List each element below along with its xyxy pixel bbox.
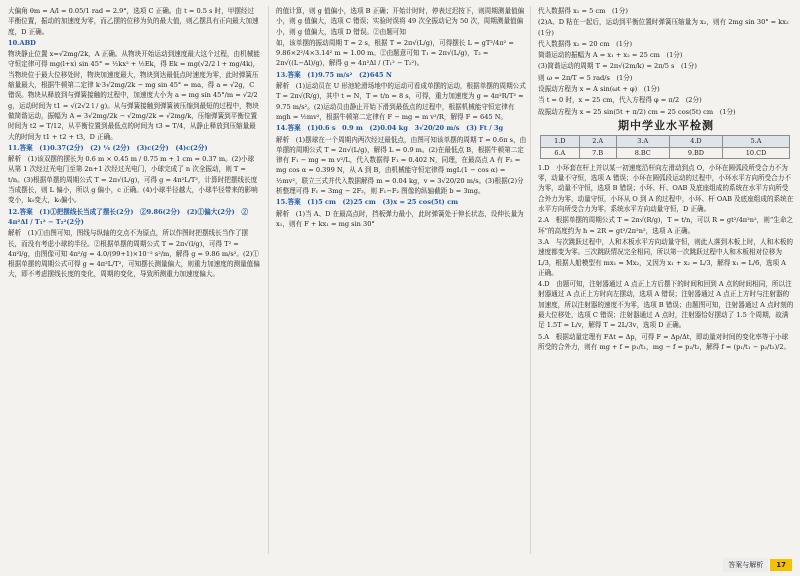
- answer-cell: 6.A: [541, 147, 580, 158]
- page-footer: [723, 558, 792, 572]
- exam-explanations: [538, 163, 794, 352]
- column-left: [8, 6, 260, 281]
- explanation-paragraph: 简谐运动的振幅为 A = x₁ + x₂ = 25 cm (1分): [538, 51, 683, 60]
- answer-cell: 3.A: [616, 136, 669, 147]
- answer-table: [540, 135, 790, 159]
- answer-heading: 13.答案 (1)9.75 m/s² (2)645 N: [276, 70, 392, 79]
- explanation-paragraph: 故振动方程为 x = 25 sin(5t + π/2) cm = 25 cos(5t) cm (1分): [538, 107, 736, 116]
- answer-row: [541, 136, 790, 147]
- answer-heading: 10.ABD: [8, 38, 36, 47]
- explanation-paragraph: 3.A 与次跳跃过程中，人和木板水平方向动量守恒，则此人落到木板上时，人和木板的速度都变为零。三次跳跃情况完全相同，所以第一次跳跃过程中人和木板相对位移为 L/3，根据人船模型有 mx₁ = Mx₂，又因为 x₁ + x₂ = L/3，解得 x₁ = L/6，选项 A 正确。: [538, 237, 794, 277]
- answer-heading: 11.答案 (1)0.37(2分) (2) ¼ (2分) (3)c(2分) (4)c(2分): [8, 143, 208, 152]
- answer-cell: 9.BD: [669, 147, 722, 158]
- explanation-paragraph: 代入数据得 x₁ = 5 cm (1分): [538, 7, 628, 15]
- solution-15-continued: [538, 6, 794, 117]
- answer-cell: 8.BC: [616, 147, 669, 158]
- column-right: [538, 6, 794, 353]
- explanation-paragraph: 则 ω = 2π/T = 5 rad/s (1分): [538, 73, 633, 82]
- column-divider: [530, 6, 531, 554]
- explanation-paragraph: 5.A 根据动量定理有 FΔt = Δp，可得 F = Δp/Δt，即动量对时间的变化率等于小球所受的合外力，则有 mg + f = p₁/t₁，mg − f = p₂/t₂，解得 f = (p₁/t₁ − p₂/t₂)/2。: [538, 332, 791, 351]
- explanation-paragraph: 解析 (1)运动员在 U 形池轮滑场地中的运动可看成单摆的运动，根据单摆的周期公式 T = 2π√(R/g)，其中 t = N，T = t/n = 8 s，可得，重力加速度为 g = 4π²R/T² ≈ 9.75 m/s²。(2)运动员由静止开始下滑到最低点的过程中，根据机械能守恒定律有 mgh = ½mv²，根据牛顿第二定律有 F − mg = m v²/R，解得 F = 645 N。: [276, 82, 526, 121]
- footer-label: 答案与解析: [723, 558, 768, 572]
- explanation-paragraph: 大偏角 θm = A/l = 0.05/1 rad = 2.9°，选项 C 正确。由 t = 0.5 s 时，甲摆经过平衡位置，振动的加速度为零，而乙摆的位移为负的最大值，则乙摆具有正向最大加速度，D 正确。: [8, 7, 259, 36]
- answer-heading: 14.答案 (1)0.6 s 0.9 m (2)0.04 kg 3√20/20 m/s (3) Ft / 3g: [276, 124, 504, 133]
- column-divider: [268, 6, 269, 554]
- explanation-paragraph: (2)A、D 粘在一起后，运动到平衡位置时弹簧压缩量为 x₂，则有 2mg sin 30° = kx₂ (1分): [538, 18, 796, 37]
- answer-cell: 1.D: [541, 136, 580, 147]
- answer-cell: 5.A: [723, 136, 790, 147]
- explanation-paragraph: 的值计算，则 g 值偏小，选项 B 正确；开始计时时，停表过迟按下，则周期测量值偏小，则 g 值偏大，选项 C 错误；实验时误将 49 次全振动记为 50 次，周期测量值偏小，则 g 值偏大，选项 D 错误。②由题可知: [276, 7, 525, 36]
- answer-heading: 15.答案 (1)5 cm (2)25 cm (3)x = 25 cos(5t) cm: [276, 198, 459, 207]
- explanation-paragraph: 解析 (1)摆球在一个周期内两次经过最低点，由图可知该单摆的周期 T = 0.6π s，由单摆的周期公式 T = 2π√(L/g)，解得 L = 0.9 m。(2)在最低点 B，根据牛顿第二定律有 F₁ − mg = m v²/L，代入数据得 F₁ = 0.402 N，同理，在最高点 A 有 F₂ = mg cos α = 0.399 N，从 A 到 B，由机械能守恒定律得 mgL(1 − cos α) = ½mv²，联立三式并代入数据解得 m = 0.04 kg，v = 3√20/20 m/s。(3)根据(2)分析整理可得 F₁ = 3mg − 2F₂，则 F₁−F₂ 图像的纵轴截距 b = 3mg。: [276, 135, 527, 196]
- explanation-paragraph: 代入数据得 x₂ = 20 cm (1分): [538, 39, 633, 48]
- answer-cell: 2.A: [579, 136, 616, 147]
- answer-cell: 10.CD: [723, 147, 790, 158]
- answer-row: [541, 147, 790, 158]
- page-number: 17: [770, 559, 792, 571]
- answer-heading: 12.答案 (1)①把摆线长当成了摆长(2分) ②9.86(2分) (2)①偏大(2分) ② 4π²Δl / T₁² − T₂²(2分): [8, 207, 248, 226]
- explanation-paragraph: 当 t = 0 时，x = 25 cm，代入方程得 φ = π/2 (2分): [538, 96, 702, 105]
- explanation-paragraph: 解析 (1)当 A、D 在最高点时，挡板弹力最小，此时弹簧处于伸长状态，设伸长量为 x₁，则有 F + kx₁ = mg sin 30°: [276, 209, 524, 228]
- explanation-paragraph: 解析 (1)①由图可知，图线与纵轴的交点不为原点，所以作图时把摆线长当作了摆长，而没有考虑小球的半径。②根据单摆的周期公式 T = 2π√(l/g)，可得 T² = 4π²l/g，由图像可知 4π²/g = 4.0/(99+1)×10⁻² s²/m，解得 g = 9.86 m/s²。(2)①根据单摆的周期公式可得 g = 4π²L/T²，可知摆长测量偏大，则重力加速度的测量值偏大，即不考虑摆线长度的变化，周期的变化，导致所测重力加速度偏大。: [8, 229, 260, 279]
- explanation-paragraph: 物块静止位置 x=√2mg/2k，A 正确。从物块开始运动到速度最大这个过程，由机械能守恒定律可得 mg(l+x) sin 45° = ½kx² + ½Ek，得 Ek = mg(√2/2 l + mg/4k)，当物块位于最大位移处时，物块加速度最大，物块到达最低点时速度为零，此时弹簧压缩量最大，根据牛顿第二定律 k·3√2mg/2k − mg sin 45° = ma，得 a = √2g，C 错误。物块从释放到与弹簧接触的过程中，加速度大小为 a = mg sin 45°/m = √2/2 g，运动时间为 t1 = √(2√2 l / g)。从与弹簧接触到弹簧被压缩到最短的过程中，物块做简谐运动，振幅为 A = 3√2mg/2k − √2mg/2k = √2mg/k，压缩弹簧到平衡位置时间为 t2 = T/12，从平衡位置到最低点的时间为 t3 = T/4，从静止释放到压缩量最大的时间为 t1 + t2 + t3，D 正确。: [8, 50, 260, 141]
- column-middle: [276, 6, 528, 230]
- answer-cell: 4.D: [669, 136, 722, 147]
- explanation-paragraph: 2.A 根据单摆的周期公式 T = 2π√(R/g)，T = t/n，可以 R = gt²/4π²n²，则“生命之环”的高度约为 h = 2R = gt²/2π²n²，选项 A 正确。: [538, 216, 794, 235]
- explanation-paragraph: 解析 (1)该双摆的摆长为 0.6 m × 0.45 m / 0.75 m + 1 cm = 0.37 m。(2)小球从第 1 次经过光电门至第 2n+1 次经过光电门，小球完成了 n 次全振动，则 T = t/n。(3)根据单摆的周期公式 T = 2π√(L/g)，可得 g = 4π²L/T²，计算时把摆线长度当成摆长，则 L 偏小，所以 g 偏小，c 正确。(4)小球半径越大，小球半径带来的影响变小，k₀变大，k₀偏小。: [8, 155, 258, 205]
- exam-title: 期中学业水平检测: [618, 118, 714, 132]
- answer-cell: 7.B: [579, 147, 616, 158]
- explanation-paragraph: 4.D 由题可知，注射器通过 A 点正上方后摆下的时间和回到 A 点的时间相同，所以注射器通过 A 点正上方时向左摆动，选项 A 错误；注射器通过 A 点正上方时与注射器的加速度，所以注射器的速度不为零，选项 B 错误；由题图可知，注射器通过 A 点时刻的最大位移处，选项 C 错误；注射器通过 A 点时，注射器恰好摆动了 1.5 个周期，故满足 1.5T = L/v，解得 T = 2L/3v，选项 D 正确。: [538, 280, 794, 330]
- explanation-paragraph: 1.D 小环套在杆上并以某一初速度沿杆向左滑动到点 O，小环在圆弧段所受合力不为零，动量不守恒，选项 A 错误；小环在圆弧段运动的过程中，小环水平方向所受合力不为零，动量不守恒，选项 B 错误；小环、杆、OAB 及底座组成的系统在水平方向所受合外力为零，动量守恒，小环从 O 到 A 的过程中，小环、杆 OAB 及底座组成的系统在水平方向所受合力为零，系统水平方向动量守恒，D 正确。: [538, 163, 794, 214]
- explanation-paragraph: 如，该单摆的振动周期 T = 2 s，根据 T = 2π√(L/g)，可得摆长 L = gT²/4π² = 9.86×2²/4×3.14² m ≈ 1.00 m。②由题意可知 T₁ = 2π√(L/g)，T₂ = 2π√((L−Δl)/g)，解得 g = 4π²Δl / (T₁² − T₂²)。: [276, 38, 514, 68]
- explanation-paragraph: (3)简谐运动的周期 T = 2π√(2m/k) = 2π/5 s (1分): [538, 62, 697, 71]
- explanation-paragraph: 设振动方程为 x = A sin(ωt + φ) (1分): [538, 85, 660, 94]
